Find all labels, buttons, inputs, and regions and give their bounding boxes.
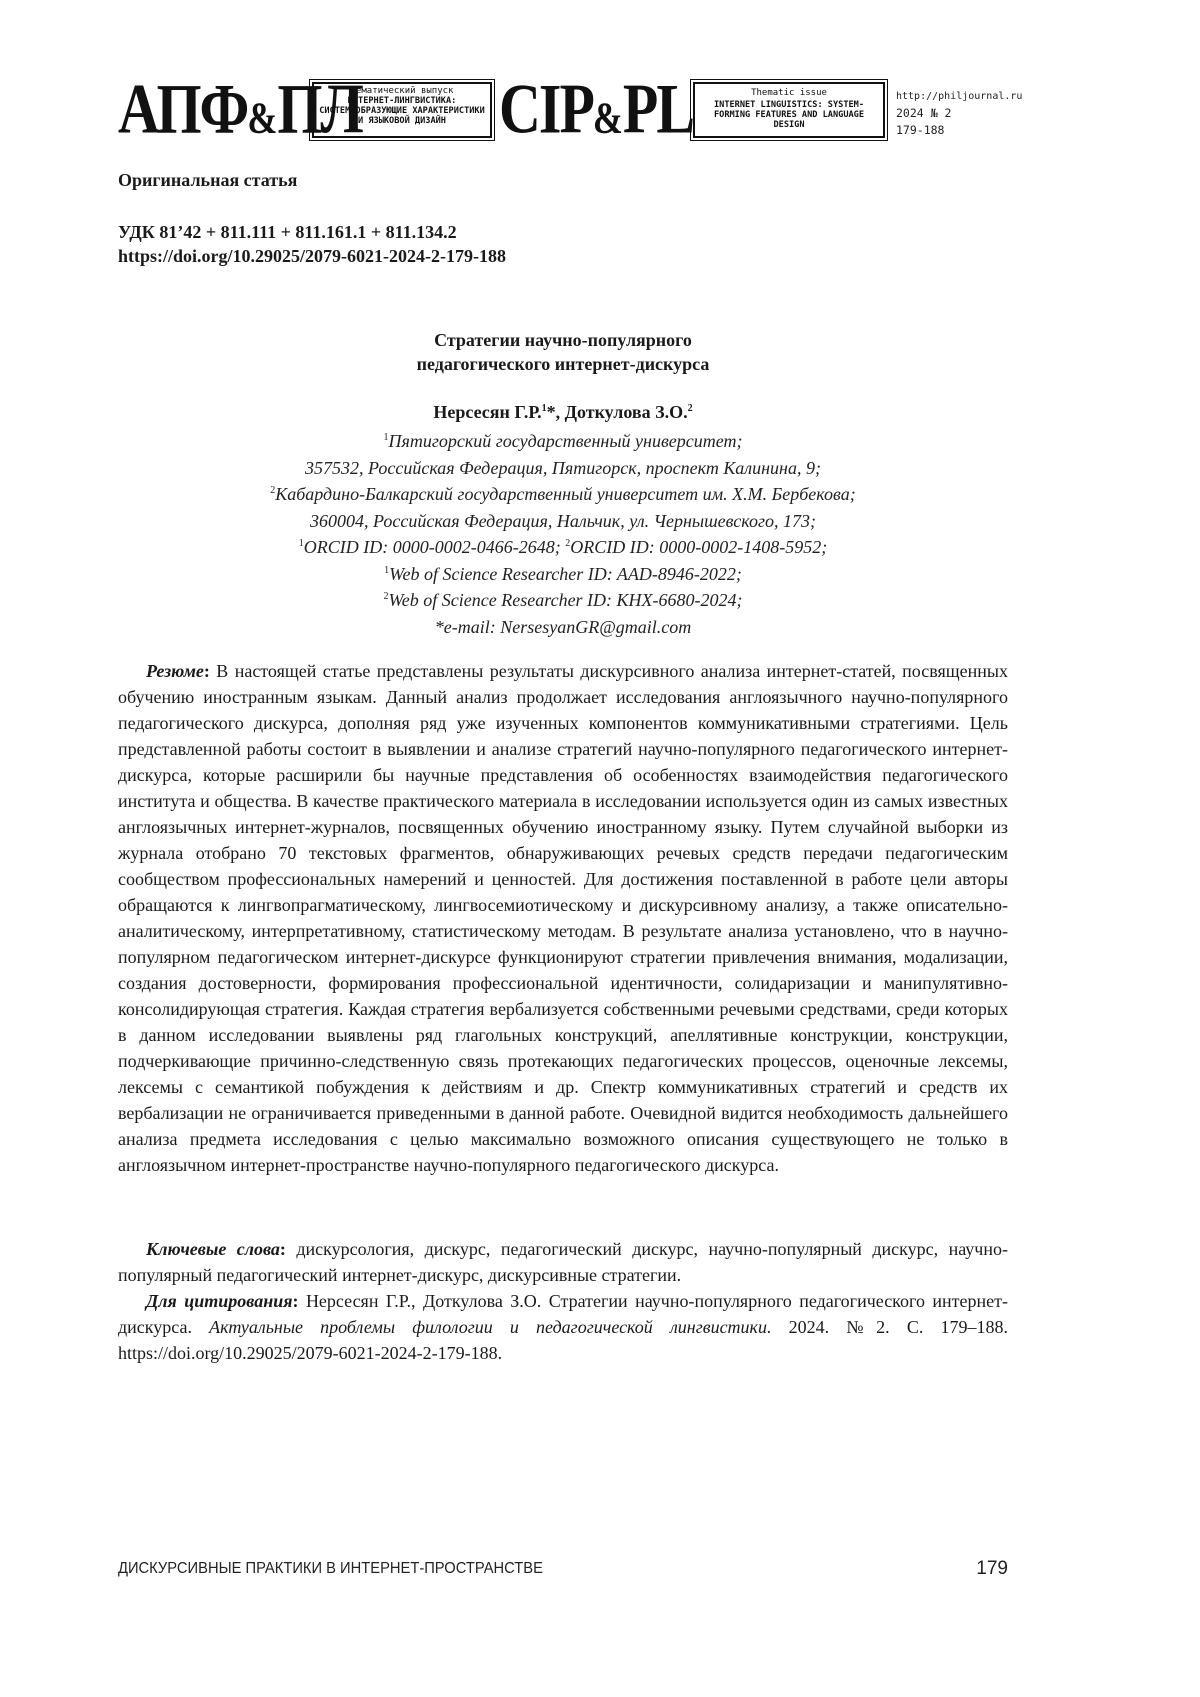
author-list: Нерсесян Г.Р.$^1$*, Доткулова З.О.$^2$ xyxy=(433,402,693,422)
journal-logo-en: CIP&PL xyxy=(499,69,694,149)
affiliation-line: 360004, Российская Федерация, Нальчик, ул. Чернышевского, 173; xyxy=(310,510,816,531)
affiliation-line: $^2$Кабардино-Балкарский государственный университет им. Х.М. Бербекова; xyxy=(270,484,856,504)
thematic-issue-box-en: Thematic issue INTERNET LINGUISTICS: SYSTEM-FORMING FEATURES AND LANGUAGE DESIGN xyxy=(693,82,885,138)
journal-site-link[interactable]: http://philjournal.ru xyxy=(896,91,1023,102)
citation-label: Для цитирования xyxy=(146,1291,293,1311)
article-title: Стратегии научно-популярного педагогического интернет-дискурса xyxy=(416,330,710,374)
orcid-line: $^1$ORCID ID: 0000-0002-0466-2648; $^2$ORCID ID: 0000-0002-1408-5952; xyxy=(298,537,828,557)
thematic-issue-box-ru: Тематический выпуск ИНТЕРНЕТ-ЛИНГВИСТИКА: СИСТЕМООБРАЗУЮЩИЕ ХАРАКТЕРИСТИКИ И ЯЗЫКОВОЙ ДИЗАЙН xyxy=(312,82,492,138)
affiliation-line: 357532, Российская Федерация, Пятигорск, проспект Калинина, 9; xyxy=(305,457,821,478)
udk-doi-block xyxy=(118,220,506,268)
running-section-title: ДИСКУРСИВНЫЕ ПРАКТИКИ В ИНТЕРНЕТ-ПРОСТРАНСТВЕ xyxy=(118,1560,543,1577)
affiliation-line: $^1$Пятигорский государственный университет; xyxy=(383,431,743,451)
page-number: 179 xyxy=(976,1558,1008,1579)
keywords: Ключевые слова: дискурсология, дискурс, педагогический дискурс, научно-популярный дискурс, научно-популярный педагогический интернет-дискурс, дискурсивные стратегии. xyxy=(118,1239,1008,1285)
page-range: 179-188 xyxy=(896,123,945,137)
abstract: Резюме: В настоящей статье представлены результаты дискурсивного анализа интернет-статей, посвященных обучению иностранным языкам. Данный анализ продолжает исследования англоязычного научно-популярного педагогического дискурса, дополняя ряд уже изученных компонентов коммуникативными стратегиями. Цель представленной работы состоит в выявлении и анализе стратегий научно-популярного педагогического интернет-дискурса, которые расширили бы научные представления об особенностях взаимодействия педагогического института и общества. В качестве практического материала в исследовании используется один из самых известных англоязычных интернет-журналов, посвященных обучению иностранному языку. Путем случайной выборки из журнала отобрано 70 текстовых фрагментов, обнаруживающих речевых средств передачи педагогическим сообществом профессиональных намерений и ценностей. Для достижения поставленной в работе цели авторы обращаются к лингвопрагматическому, лингвосемиотическому и дискурсивному анализу, а также описательно-аналитическому, интерпретативному, статистическому методам. В результате анализа установлено, что в научно-популярном педагогическом интернет-дискурсе функционируют стратегии привлечения внимания, модализации, создания достоверности, формирования профессиональной идентичности, солидаризации и манипулятивно-консолидирующая стратегия. Каждая стратегия вербализуется собственными речевыми средствами, среди которых в данном исследовании выявлены ряд глагольных конструкций, апеллятивные конструкции, конструкции, подчеркивающие причинно-следственную связь протекающих педагогических процессов, оценочные лексемы, лексемы с семантикой побуждения к действиям и др. Спектр коммуникативных стратегий и средств их вербализации не ограничивается приведенными в данной работе. Очевидной видится необходимость дальнейшего анализа предмета исследования с целью максимально возможного описания существующего не только в англоязычном интернет-пространстве научно-популярного педагогического дискурса. xyxy=(118,661,1008,1175)
journal-masthead xyxy=(118,69,1023,149)
journal-logo-ru: АПФ&ПЛ xyxy=(118,69,362,149)
doi-link[interactable]: https://doi.org/10.29025/2079-6021-2024-2-179-188 xyxy=(118,246,506,266)
abstract-label: Резюме xyxy=(146,661,204,681)
author-name: Нерсесян Г.Р. xyxy=(433,402,542,422)
citation: Для цитирования: Нерсесян Г.Р., Доткулова З.О. Стратегии научно-популярного педагогического интернет-дискурса. Актуальные проблемы филологии и педагогической лингвистики. 2024. №2. С. 179–188. https://doi.org/10.29025/2079-6021-2024-2-179-188. xyxy=(118,1291,1008,1363)
wos-line: $^2$Web of Science Researcher ID: KHX-6680-2024; xyxy=(383,590,743,610)
issue-meta xyxy=(896,88,1022,139)
article-type-label: Оригинальная статья xyxy=(118,170,298,190)
email-line[interactable]: *e-mail: NersesyanGR@gmail.com xyxy=(434,616,692,637)
citation-journal: Актуальные проблемы филологии и педагогической лингвистики. xyxy=(209,1317,772,1337)
wos-line: $^1$Web of Science Researcher ID: AAD-8946-2022; xyxy=(384,563,742,584)
issue-number: 2024 № 2 xyxy=(896,106,952,120)
keywords-text: дискурсология, дискурс, педагогический дискурс, научно-популярный дискурс, научно-популярный педагогический интернет-дискурс, дискурсивные стратегии. xyxy=(118,1239,1008,1285)
udk-code: УДК 81’42 + 811.111 + 811.161.1 + 811.134.2 xyxy=(118,222,457,242)
author-name: Доткулова З.О. xyxy=(564,402,688,422)
keywords-label: Ключевые слова xyxy=(146,1239,280,1259)
abstract-text: В настоящей статье представлены результаты дискурсивного анализа интернет-статей, посвященных обучению иностранным языкам. Данный анализ продолжает исследования англоязычного научно-популярного педагогического дискурса, дополняя ряд уже изученных компонентов коммуникативными стратегиями. Цель представленной работы состоит в выявлении и анализе стратегий научно-популярного педагогического интернет-дискурса, которые расширили бы научные представления об особенностях взаимодействия педагогического института и общества. В качестве практического материала в исследовании используется один из самых известных англоязычных интернет-журналов, посвященных обучению иностранному языку. Путем случайной выборки из журнала отобрано 70 текстовых фрагментов, обнаруживающих речевых средств передачи педагогическим сообществом профессиональных намерений и ценностей. Для достижения поставленной в работе цели авторы обращаются к лингвопрагматическому, лингвосемиотическому и дискурсивному анализу, а также описательно-аналитическому, интерпретативному, статистическому методам. В результате анализа установлено, что в научно-популярном педагогическом интернет-дискурсе функционируют стратегии привлечения внимания, модализации, создания достоверности, формирования профессиональной идентичности, солидаризации и манипулятивно-консолидирующая стратегия. Каждая стратегия вербализуется собственными речевыми средствами, среди которых в данном исследовании выявлены ряд глагольных конструкций, апеллятивные конструкции, конструкции, подчеркивающие причинно-следственную связь протекающих педагогических процессов, оценочные лексемы, лексемы с семантикой побуждения к действиям и др. Спектр коммуникативных стратегий и средств их вербализации не ограничивается приведенными в данной работе. Очевидной видится необходимость дальнейшего анализа предмета исследования с целью максимально возможного описания существующего не только в англоязычном интернет-пространстве научно-популярного педагогического дискурса. xyxy=(118,661,1008,1175)
affiliations xyxy=(118,428,1008,640)
